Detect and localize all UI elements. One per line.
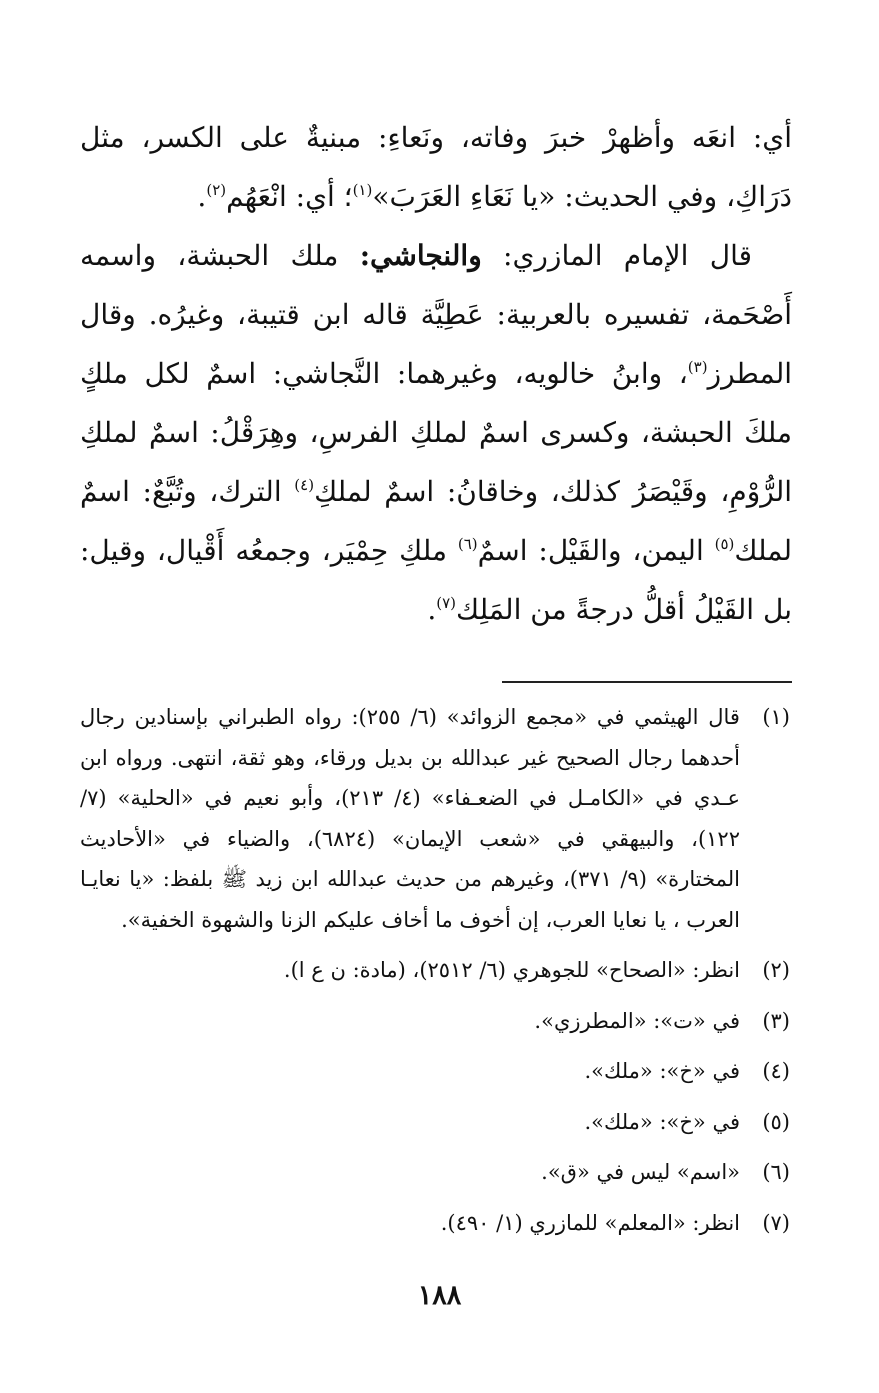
footnote-1	[80, 697, 792, 940]
footnote-text: في «ت»: «المطرزي».	[534, 1008, 740, 1033]
text-run: ملكِ حِمْيَر، وجمعُه أَقْيال، وقيل: بل القَيْلُ أقلُّ درجةً من المَلِك	[80, 534, 792, 626]
footnote-number: (٣)	[762, 1008, 790, 1033]
text-run: قال الإمام المازري:	[481, 239, 753, 272]
footnote-4	[80, 1051, 792, 1092]
text-run: الترك، وتُبَّعٌ: اسمٌ لملك	[80, 475, 792, 567]
text-run: اليمن، والقَيْل: اسمٌ	[477, 534, 715, 567]
footnote-6	[80, 1152, 792, 1193]
bold-term: والنجاشي:	[359, 239, 482, 272]
page	[80, 108, 792, 1243]
footnote-7	[80, 1203, 792, 1244]
footnote-separator	[502, 681, 792, 683]
footnote-number: (٧)	[762, 1210, 790, 1235]
footnote-text: «اسم» ليس في «ق».	[541, 1160, 740, 1184]
paragraph-2	[80, 226, 792, 639]
footnote-text: انظر: «المعلم» للمازري (١/ ٤٩٠).	[440, 1210, 740, 1235]
footnote-ref-5[interactable]: (٥)	[714, 535, 735, 553]
footnote-text: قال الهيثمي في «مجمع الزوائد» (٦/ ٢٥٥): رواه الطبراني بإسنادين رجال أحدهما رجال الصحيح غير عبدالله بن بديل ورقاء، وهو ثقة، انتهى. ورواه ابن عـدي في «الكامـل في الضعـفاء» (٤/ ٢١٣)، وأبو نعيم في «الحلية» (٧/ ١٢٢)، والبيهقي في «شعب الإيمان» (٦٨٢٤)، والضياء في «الأحاديث المختارة» (٩/ ٣٧١)، وغيرهم من حديث عبدالله ابن زيد ﷺ بلفظ: «يا نعايـا العرب ، يا نعايا العرب، إن أخوف ما أخاف عليكم الزنا والشهوة الخفية».	[80, 705, 740, 932]
footnote-3	[80, 1001, 792, 1042]
page-number: ١٨٨	[417, 1280, 462, 1311]
footnote-ref-1[interactable]: (١)	[352, 181, 373, 199]
paragraph-1	[80, 108, 792, 226]
footnotes	[80, 697, 792, 1243]
text-run: ، وابنُ خالويه، وغيرهما: النَّجاشي: اسمٌ لكل ملكٍ ملكَ الحبشة، وكسرى اسمٌ لملكِ الفرسِ، وهِرَقْلُ: اسمٌ لملكِ الرُّوْمِ، وقَيْصَرُ كذلك، وخاقانُ: اسمٌ لملكِ	[80, 357, 793, 508]
footnote-ref-7[interactable]: (٧)	[436, 594, 456, 612]
footnote-ref-4[interactable]: (٤)	[294, 476, 315, 494]
text-run: ملك الحبشة، واسمه أَصْحَمة، تفسيره بالعربية: عَطِيَّة قاله ابن قتيبة، وغيرُه. وقال المطرز	[80, 239, 792, 390]
footnote-number: (٦)	[762, 1160, 790, 1184]
footnote-2	[80, 950, 792, 991]
footnote-text: في «خ»: «ملك».	[584, 1109, 740, 1134]
footnote-number: (٢)	[762, 958, 790, 982]
footnote-text: في «خ»: «ملك».	[584, 1059, 740, 1083]
text-run: .	[197, 180, 207, 213]
footnote-number: (٤)	[762, 1059, 790, 1083]
footnote-ref-2[interactable]: (٢)	[206, 181, 227, 199]
footnote-ref-3[interactable]: (٣)	[687, 358, 708, 376]
footnote-ref-6[interactable]: (٦)	[457, 535, 478, 553]
text-run: .	[427, 593, 437, 626]
text-run: ؛ أي: انْعَهُم	[226, 180, 353, 213]
text-run: أي: انعَه وأظهرْ خبرَ وفاته، ونَعاءِ: مبنيةٌ على الكسر، مثل دَرَاكِ، وفي الحديث: «يا نَعَاءِ العَرَبَ»	[80, 121, 792, 213]
footnote-number: (٥)	[762, 1109, 790, 1134]
footnote-text: انظر: «الصحاح» للجوهري (٦/ ٢٥١٢)، (مادة: ن ع ا).	[283, 958, 740, 982]
main-text	[80, 108, 792, 639]
footnote-5	[80, 1102, 792, 1143]
footnote-number: (١)	[762, 705, 790, 729]
